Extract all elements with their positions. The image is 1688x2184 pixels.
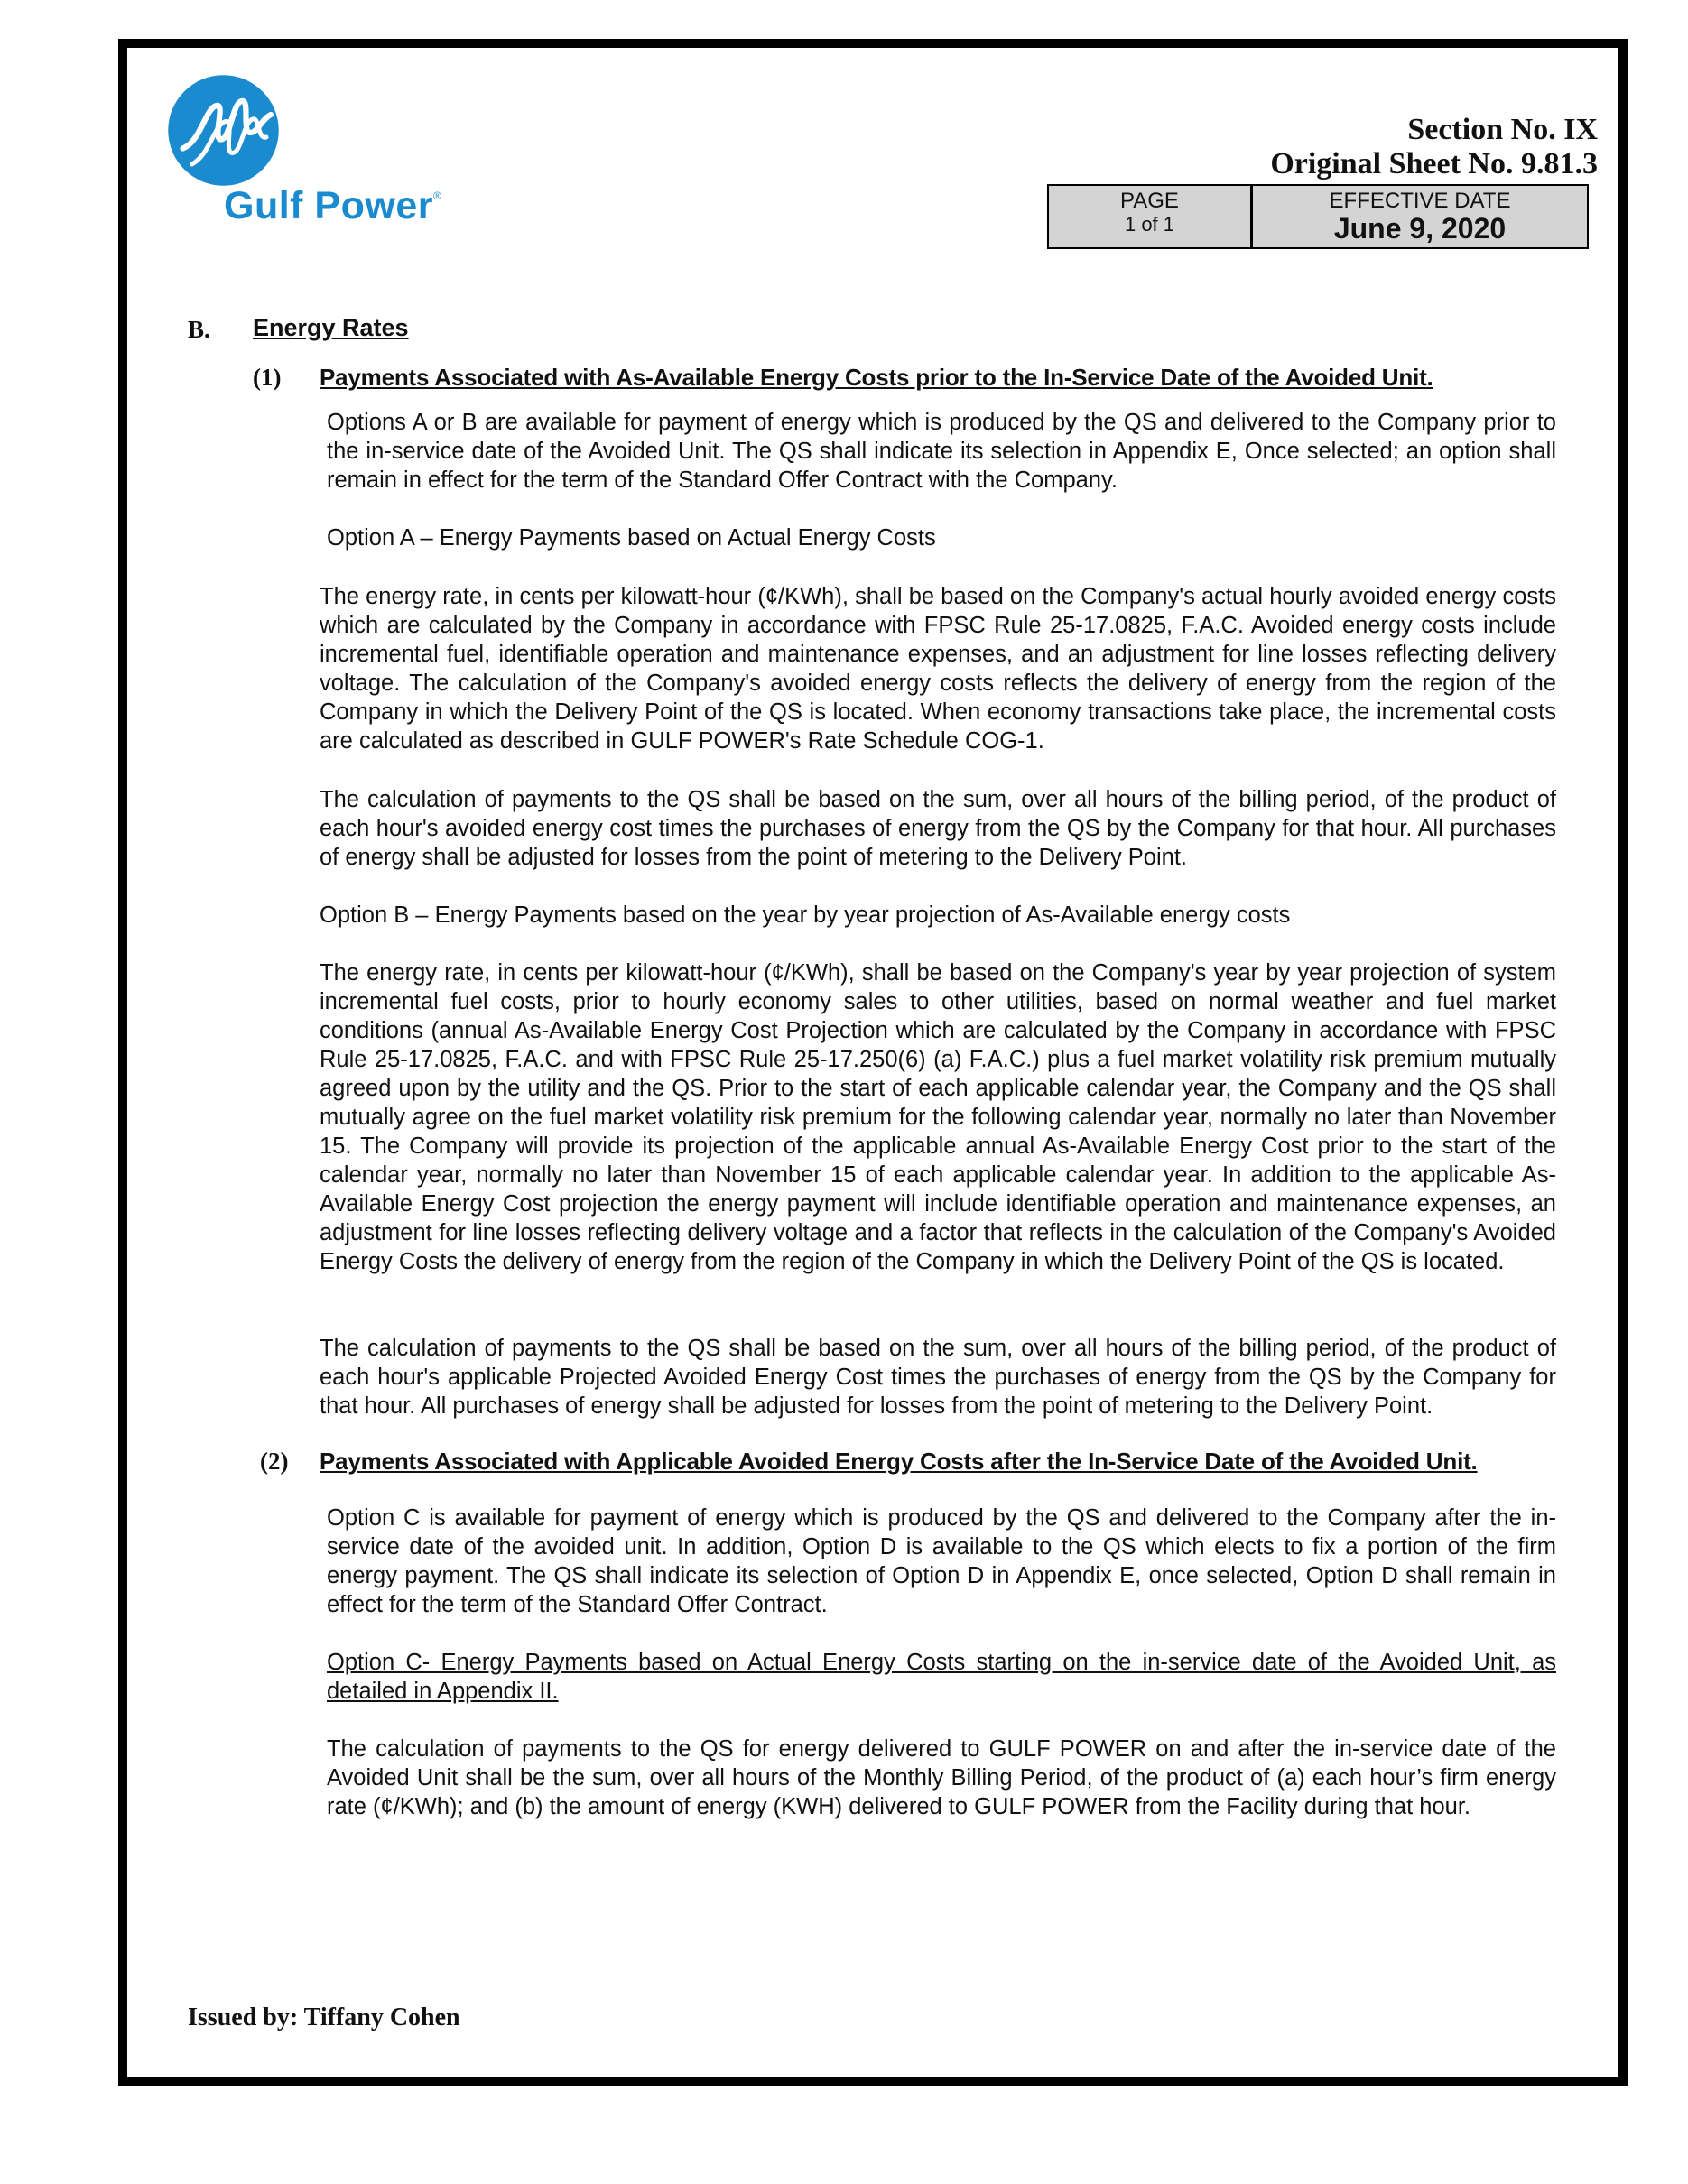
header-info-box xyxy=(1047,184,1589,249)
effective-date-value: June 9, 2020 xyxy=(1333,212,1507,245)
option-c-payment-paragraph: The calculation of payments to the QS for energy delivered to GULF POWER on and after the in-service date of the Avoided Unit shall be the sum, over all hours of the Monthly Billing Period, of the product of (a) each hour’s firm energy rate (¢/KWh); and (b) the amount of energy (KWH) delivered to GULF POWER from the Facility during that hour. xyxy=(327,1736,1556,1819)
gulf-power-logo-icon xyxy=(167,74,280,187)
effective-date-label: EFFECTIVE DATE xyxy=(1329,189,1511,213)
subsection-1-title: Payments Associated with As-Available Energy Costs prior to the In-Service Date of the Avoided Unit. xyxy=(320,364,1433,391)
page-cell xyxy=(1049,186,1253,247)
subsection-2-number: (2) xyxy=(260,1448,289,1475)
option-a-payment-paragraph: The calculation of payments to the QS shall be based on the sum, over all hours of the billing period, of the product of each hour's avoided energy cost times the purchases of energy from the QS by the Company for that hour. All purchases of energy shall be adjusted for losses from the point of metering to the Delivery Point. xyxy=(320,787,1556,870)
brand-name: Gulf Power® xyxy=(224,184,442,227)
subsection-2-title: Payments Associated with Applicable Avoided Energy Costs after the In-Service Date of the Avoided Unit. xyxy=(320,1448,1478,1475)
option-a-rate-paragraph: The energy rate, in cents per kilowatt-hour (¢/KWh), shall be based on the Company's actual hourly avoided energy costs which are calculated by the Company in accordance with FPSC Rule 25-17.0825, F.A.C. Avoided energy costs include incremental fuel, identifiable operation and maintenance expenses, and an adjustment for line losses reflecting delivery voltage. The calculation of the Company's avoided energy costs reflects the delivery of energy from the region of the Company in which the Delivery Point of the QS is located. When economy transactions take place, the incremental costs are calculated as described in GULF POWER's Rate Schedule COG-1. xyxy=(320,584,1556,754)
page-value: 1 of 1 xyxy=(1124,213,1175,236)
page-label: PAGE xyxy=(1120,189,1179,213)
option-a-heading: Option A – Energy Payments based on Actual Energy Costs xyxy=(327,525,936,551)
trademark-mark: ® xyxy=(432,190,442,202)
sheet-number: Original Sheet No. 9.81.3 xyxy=(1270,147,1598,180)
option-b-rate-paragraph: The energy rate, in cents per kilowatt-hour (¢/KWh), shall be based on the Company's year by year projection of system incremental fuel costs, prior to hourly economy sales to other utilities, based on normal weather and fuel market conditions (annual As-Available Energy Cost Projection which are calculated by the Company in accordance with FPSC Rule 25-17.0825, F.A.C. and with FPSC Rule 25-17.250(6) (a) F.A.C.) plus a fuel market volatility risk premium mutually agreed upon by the utility and the QS. Prior to the start of each applicable calendar year, the Company and the QS shall mutually agree on the fuel market volatility risk premium for the following calendar year, normally no later than November 15. The Company will provide its projection of the applicable annual As-Available Energy Cost prior to the start of the calendar year, normally no later than November 15 of each applicable calendar year. In addition to the applicable As-Available Energy Cost projection the energy payment will include identifiable operation and maintenance expenses, an adjustment for line losses reflecting delivery voltage and a factor that reflects in the calculation of the Company's Avoided Energy Costs the delivery of energy from the region of the Company in which the Delivery Point of the QS is located. xyxy=(320,960,1556,1274)
option-c-heading: Option C- Energy Payments based on Actual Energy Costs starting on the in-service date of the Avoided Unit, as detailed in Appendix II. xyxy=(327,1650,1556,1704)
subsection-1-intro: Options A or B are available for payment of energy which is produced by the QS and delivered to the Company prior to the in-service date of the Avoided Unit. The QS shall indicate its selection in Appendix E, Once selected; an option shall remain in effect for the term of the Standard Offer Contract with the Company. xyxy=(327,410,1556,493)
option-b-heading: Option B – Energy Payments based on the year by year projection of As-Available energy costs xyxy=(320,902,1291,928)
effective-date-cell xyxy=(1253,186,1587,247)
subsection-1-number: (1) xyxy=(253,364,282,391)
subsection-2-intro: Option C is available for payment of energy which is produced by the QS and delivered to the Company after the in-service date of the avoided unit. In addition, Option D is available to the QS which elects to fix a portion of the firm energy payment. The QS shall indicate its selection of Option D in Appendix E, once selected, Option D shall remain in effect for the term of the Standard Offer Contract. xyxy=(327,1505,1556,1617)
section-number: Section No. IX xyxy=(1407,113,1598,146)
issued-by: Issued by: Tiffany Cohen xyxy=(188,2004,460,2031)
company-logo xyxy=(162,72,542,244)
section-title: Energy Rates xyxy=(253,314,409,341)
option-b-payment-paragraph: The calculation of payments to the QS shall be based on the sum, over all hours of the billing period, of the product of each hour's applicable Projected Avoided Energy Cost times the purchases of energy from the QS by the Company for that hour. All purchases of energy shall be adjusted for losses from the point of metering to the Delivery Point. xyxy=(320,1336,1556,1419)
section-letter: B. xyxy=(188,316,210,343)
